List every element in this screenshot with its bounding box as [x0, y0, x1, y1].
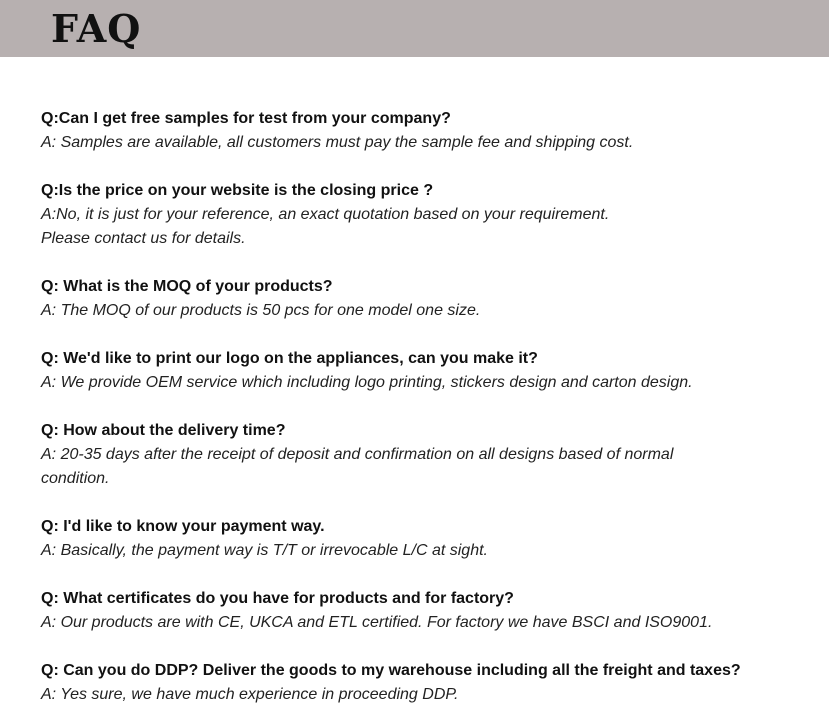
faq-question: Q: We'd like to print our logo on the appliances, can you make it? [41, 350, 538, 367]
faq-item-payment-way [41, 515, 821, 563]
faq-answer-line: A: The MOQ of our products is 50 pcs for one model one size. [41, 302, 481, 319]
faq-item-ddp [41, 659, 821, 707]
faq-question: Q:Is the price on your website is the closing price ? [41, 182, 434, 199]
faq-list [41, 107, 821, 726]
faq-item-free-samples [41, 107, 821, 155]
faq-question: Q: What is the MOQ of your products? [41, 278, 333, 295]
faq-question: Q: Can you do DDP? Deliver the goods to my warehouse including all the freight and taxes? [41, 662, 741, 679]
faq-answer-line: A: Our products are with CE, UKCA and ETL certified. For factory we have BSCI and ISO9001. [41, 614, 713, 631]
faq-header-banner [0, 0, 829, 57]
faq-question: Q:Can I get free samples for test from your company? [41, 110, 451, 127]
faq-answer-line: condition. [41, 470, 110, 487]
faq-answer-line: A: Yes sure, we have much experience in proceeding DDP. [41, 686, 459, 703]
faq-answer-line: A: 20-35 days after the receipt of deposit and confirmation on all designs based of normal [41, 446, 674, 463]
faq-answer-line: Please contact us for details. [41, 230, 246, 247]
page-title: FAQ [51, 6, 142, 51]
faq-item-moq [41, 275, 821, 323]
faq-item-logo-printing [41, 347, 821, 395]
faq-item-closing-price [41, 179, 821, 251]
faq-answer-line: A: We provide OEM service which including logo printing, stickers design and carton design. [41, 374, 693, 391]
faq-question: Q: How about the delivery time? [41, 422, 286, 439]
faq-item-certificates [41, 587, 821, 635]
faq-question: Q: I'd like to know your payment way. [41, 518, 325, 535]
faq-answer-line: A: Samples are available, all customers must pay the sample fee and shipping cost. [41, 134, 634, 151]
faq-answer-line: A:No, it is just for your reference, an exact quotation based on your requirement. [41, 206, 610, 223]
faq-item-delivery-time [41, 419, 821, 491]
faq-question: Q: What certificates do you have for products and for factory? [41, 590, 514, 607]
faq-answer-line: A: Basically, the payment way is T/T or irrevocable L/C at sight. [41, 542, 488, 559]
